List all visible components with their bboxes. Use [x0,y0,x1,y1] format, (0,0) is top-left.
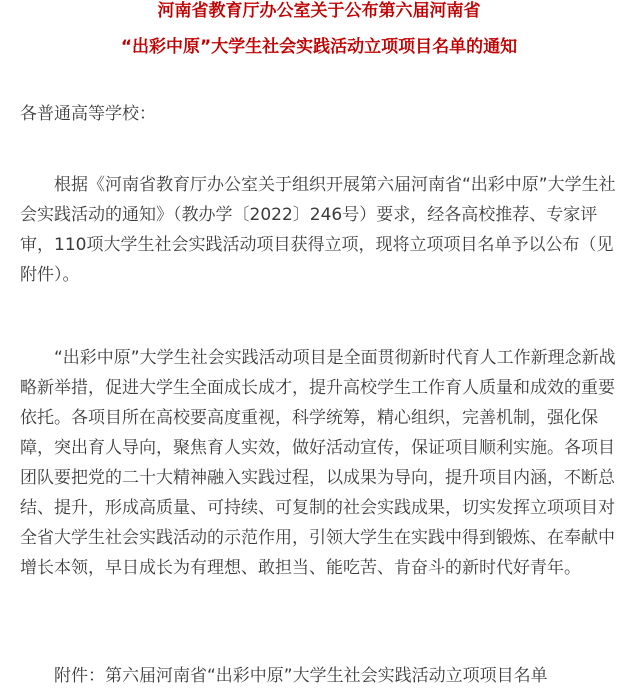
notice-title-line-1: 河南省教育厅办公室关于公布第六届河南省 [157,1,481,21]
paragraph-2-line: 依托。各项目所在高校要高度重视，科学统筹，精心组织，完善机制，强化保 [20,408,598,428]
paragraph-2-line: 障，突出育人导向，聚焦育人实效，做好活动宣传，保证项目顺利实施。各项目 [20,438,615,458]
paragraph-1-line: 审，110项大学生社会实践活动项目获得立项，现将立项项目名单予以公布（见 [20,235,614,255]
paragraph-2-line: 略新举措，促进大学生全面成长成才，提升高校学生工作育人质量和成效的重要 [20,378,615,398]
paragraph-2 [20,343,620,583]
paragraph-1-line: 会实践活动的通知》（教办学〔2022〕246号）要求，经各高校推荐、专家评 [20,205,598,225]
paragraph-2-line: 增长本领，早日成长为有理想、敢担当、能吃苦、肯奋斗的新时代好青年。 [20,558,581,578]
salutation: 各普通高等学校： [20,104,156,124]
paragraph-2-line: “出彩中原”大学生社会实践活动项目是全面贯彻新时代育人工作新理念新战 [54,348,616,368]
attachment-line [20,661,620,691]
notice-title-line-2: “出彩中原”大学生社会实践活动立项项目名单的通知 [120,37,518,57]
attachment-link[interactable]: 附件：第六届河南省“出彩中原”大学生社会实践活动立项项目名单 [54,666,548,686]
paragraph-1-line: 根据《河南省教育厅办公室关于组织开展第六届河南省“出彩中原”大学生社 [54,175,616,195]
paragraph-2-line: 团队要把党的二十大精神融入实践过程，以成果为导向，提升项目内涵，不断总 [20,468,615,488]
paragraph-1-line: 附件）。 [20,265,80,285]
paragraph-2-line: 全省大学生社会实践活动的示范作用，引领大学生在实践中得到锻炼、在奉献中 [20,528,615,548]
paragraph-1 [20,170,620,290]
paragraph-2-line: 结、提升，形成高质量、可持续、可复制的社会实践成果，切实发挥立项项目对 [20,498,615,518]
